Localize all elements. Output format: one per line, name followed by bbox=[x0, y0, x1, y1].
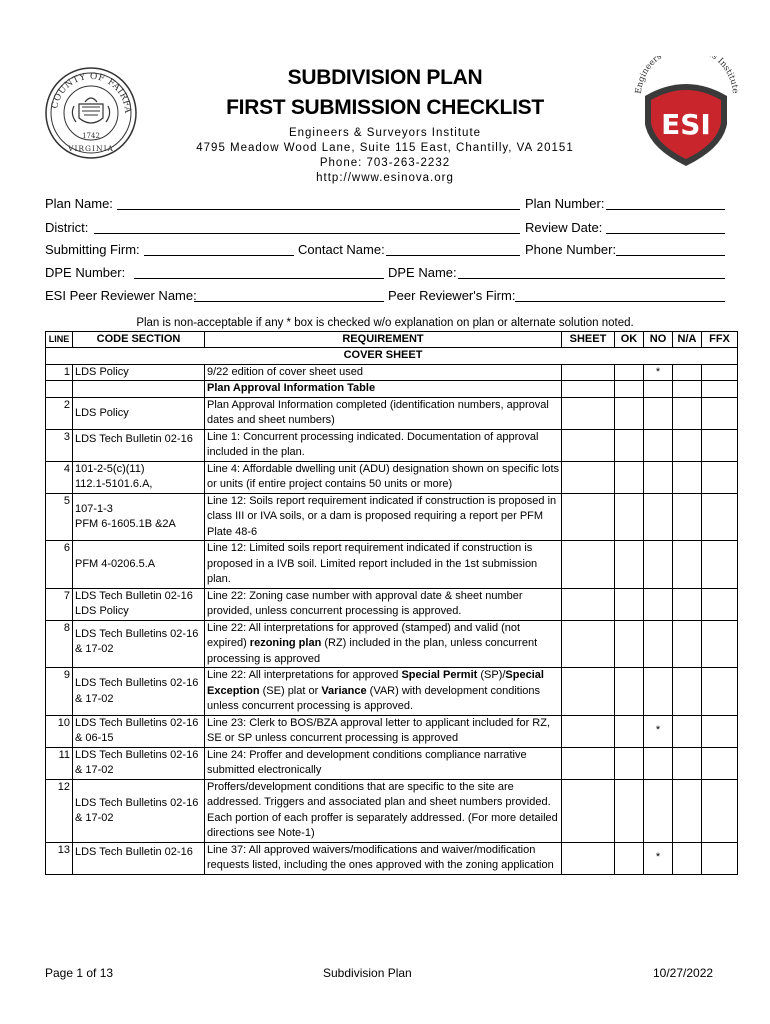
col-ffx: FFX bbox=[702, 332, 738, 348]
col-line: LINE bbox=[46, 332, 73, 348]
row-line: 13 bbox=[46, 842, 73, 874]
table-row bbox=[46, 461, 738, 493]
row-requirement-text: Line 22: Zoning case number with approval date & sheet number provided, unless concurrent processing is approved. bbox=[207, 589, 523, 617]
row-requirement-text: Line 12: Soils report requirement indicated if construction is proposed in class III or IVA soils, or a dam is proposed requiring a report per PFM Plate 48-6 bbox=[207, 494, 557, 538]
sheet-cell[interactable] bbox=[562, 842, 615, 874]
logo-letters: ESI bbox=[661, 108, 711, 141]
peer-firm-label: Peer Reviewer's Firm: bbox=[388, 288, 516, 303]
row-line: 2 bbox=[46, 397, 73, 429]
subsection-row bbox=[46, 381, 738, 398]
sheet-cell[interactable] bbox=[562, 588, 615, 620]
sheet-cell[interactable] bbox=[562, 397, 615, 429]
org-name: Engineers & Surveyors Institute bbox=[288, 127, 482, 139]
row-code-text: PFM 4-0206.5.A bbox=[75, 558, 156, 570]
na-cell[interactable] bbox=[673, 364, 702, 381]
row-requirement bbox=[205, 541, 562, 589]
row-requirement-text: Line 22: All interpretations for approved (stamped) and valid (not expired) rezoning plan (RZ) included in the plan, unless concurrent processing is approved bbox=[207, 621, 538, 665]
row-code-section bbox=[73, 668, 205, 716]
footer-doc-name: Subdivision Plan bbox=[323, 966, 412, 980]
row-requirement-text: Line 23: Clerk to BOS/BZA approval letter to applicant included for RZ, SE or SP unless concurrent processing is approved bbox=[207, 716, 551, 744]
org-url[interactable]: http://www.esinova.org bbox=[316, 172, 454, 184]
row-requirement bbox=[205, 493, 562, 541]
submitting-firm-label: Submitting Firm: bbox=[45, 242, 140, 257]
no-cell[interactable] bbox=[644, 461, 673, 493]
ok-cell[interactable] bbox=[615, 364, 644, 381]
col-no: NO bbox=[644, 332, 673, 348]
ok-cell[interactable] bbox=[615, 668, 644, 716]
sheet-cell[interactable] bbox=[562, 493, 615, 541]
col-code-section: CODE SECTION bbox=[73, 332, 205, 348]
ffx-cell[interactable] bbox=[702, 364, 738, 381]
table-row bbox=[46, 429, 738, 461]
plan-number-field[interactable] bbox=[606, 209, 725, 210]
row-code-section bbox=[73, 461, 205, 493]
seal-text-bottom: VIRGINIA bbox=[68, 144, 114, 153]
row-code-section bbox=[73, 493, 205, 541]
row-requirement bbox=[205, 668, 562, 716]
row-line: 9 bbox=[46, 668, 73, 716]
row-requirement-text: Line 12: Limited soils report requirement indicated if construction is proposed in a IVB soil. Limited report included in the 1st submission plan. bbox=[207, 542, 538, 585]
esi-peer-reviewer-label: ESI Peer Reviewer Name: bbox=[45, 288, 197, 303]
row-line: 3 bbox=[46, 429, 73, 461]
row-code-text: LDS Tech Bulletins 02-16 & 06-15 bbox=[75, 716, 199, 744]
row-code-text: LDS Policy bbox=[75, 406, 129, 419]
table-header-row bbox=[46, 332, 738, 348]
na-cell[interactable] bbox=[673, 747, 702, 779]
row-code-text: 107-1-3 PFM 6-1605.1B &2A bbox=[75, 502, 176, 530]
sheet-cell[interactable] bbox=[562, 429, 615, 461]
row-line: 5 bbox=[46, 493, 73, 541]
row-code-text: LDS Tech Bulletins 02-16 & 17-02 bbox=[75, 627, 199, 655]
row-requirement bbox=[205, 715, 562, 747]
row-code-text: LDS Tech Bulletin 02-16 bbox=[75, 845, 193, 858]
row-requirement-text: Plan Approval Information completed (identification numbers, approval dates and sheet numbers) bbox=[207, 398, 549, 426]
table-row bbox=[46, 747, 738, 779]
ffx-cell[interactable] bbox=[702, 668, 738, 716]
col-sheet: SHEET bbox=[562, 332, 615, 348]
row-line: 7 bbox=[46, 588, 73, 620]
row-code-section bbox=[73, 364, 205, 381]
sheet-cell[interactable] bbox=[562, 668, 615, 716]
no-cell[interactable] bbox=[644, 779, 673, 842]
row-requirement bbox=[205, 779, 562, 842]
row-line: 6 bbox=[46, 541, 73, 589]
plan-number-label: Plan Number: bbox=[525, 196, 605, 211]
table-row bbox=[46, 397, 738, 429]
no-cell[interactable] bbox=[644, 397, 673, 429]
na-cell[interactable] bbox=[673, 668, 702, 716]
logo-arc-text: Engineers s Institute bbox=[633, 56, 739, 95]
no-cell[interactable] bbox=[644, 429, 673, 461]
row-requirement-text: Line 22: All interpretations for approved Special Permit (SP)/Special Exception (SE) plat or Variance (VAR) with development conditions unless concurrent processing is approved. bbox=[207, 669, 544, 712]
na-cell[interactable] bbox=[673, 429, 702, 461]
no-cell[interactable] bbox=[644, 668, 673, 716]
row-code-section bbox=[73, 541, 205, 589]
county-seal bbox=[44, 66, 138, 160]
na-cell[interactable] bbox=[673, 779, 702, 842]
ffx-cell[interactable] bbox=[702, 429, 738, 461]
no-cell[interactable] bbox=[644, 842, 673, 874]
check-cell[interactable] bbox=[644, 381, 673, 398]
esi-logo bbox=[633, 56, 739, 168]
ok-cell[interactable] bbox=[615, 620, 644, 668]
row-code-section bbox=[73, 620, 205, 668]
dpe-name-field[interactable] bbox=[458, 278, 725, 279]
ffx-cell[interactable] bbox=[702, 747, 738, 779]
na-cell[interactable] bbox=[673, 493, 702, 541]
plan-name-field[interactable] bbox=[117, 209, 520, 210]
sheet-cell[interactable] bbox=[562, 779, 615, 842]
na-cell[interactable] bbox=[673, 842, 702, 874]
review-date-field[interactable] bbox=[606, 233, 725, 234]
submitting-firm-field[interactable] bbox=[144, 255, 294, 256]
row-code-section bbox=[73, 842, 205, 874]
checklist-table bbox=[45, 331, 738, 875]
peer-firm-field[interactable] bbox=[515, 301, 725, 302]
no-cell[interactable] bbox=[644, 747, 673, 779]
plan-name-label: Plan Name: bbox=[45, 196, 113, 211]
ok-cell[interactable] bbox=[615, 397, 644, 429]
na-cell[interactable] bbox=[673, 461, 702, 493]
check-cell[interactable] bbox=[702, 381, 738, 398]
row-requirement bbox=[205, 620, 562, 668]
na-cell[interactable] bbox=[673, 620, 702, 668]
subsection-title: Plan Approval Information Table bbox=[205, 381, 562, 398]
sheet-cell[interactable] bbox=[562, 620, 615, 668]
na-cell[interactable] bbox=[673, 541, 702, 589]
ok-cell[interactable] bbox=[615, 779, 644, 842]
row-code-text: LDS Tech Bulletins 02-16 & 17-02 bbox=[75, 677, 199, 705]
ok-cell[interactable] bbox=[615, 493, 644, 541]
row-line: 11 bbox=[46, 747, 73, 779]
ok-cell[interactable] bbox=[615, 842, 644, 874]
footer-page: Page 1 of 13 bbox=[45, 966, 114, 980]
row-requirement-text: 9/22 edition of cover sheet used bbox=[207, 365, 363, 378]
sheet-cell[interactable] bbox=[562, 461, 615, 493]
ffx-cell[interactable] bbox=[702, 842, 738, 874]
phone-number-label: Phone Number: bbox=[525, 242, 617, 257]
table-row bbox=[46, 668, 738, 716]
esi-peer-reviewer-field[interactable] bbox=[194, 301, 384, 302]
table-row bbox=[46, 541, 738, 589]
row-line: 1 bbox=[46, 364, 73, 381]
row-requirement-text: Line 24: Proffer and development conditions compliance narrative submitted electronically bbox=[207, 748, 527, 776]
row-requirement bbox=[205, 461, 562, 493]
ok-cell[interactable] bbox=[615, 461, 644, 493]
no-cell[interactable] bbox=[644, 620, 673, 668]
ok-cell[interactable] bbox=[615, 747, 644, 779]
ffx-cell[interactable] bbox=[702, 715, 738, 747]
na-cell[interactable] bbox=[673, 715, 702, 747]
doc-title-1: SUBDIVISION PLAN bbox=[287, 66, 483, 89]
row-requirement bbox=[205, 747, 562, 779]
contact-name-label: Contact Name: bbox=[298, 242, 385, 257]
row-code-text: LDS Tech Bulletin 02-16 bbox=[75, 432, 193, 445]
row-code-section bbox=[73, 397, 205, 429]
col-requirement: REQUIREMENT bbox=[205, 332, 562, 348]
review-date-label: Review Date: bbox=[525, 220, 603, 235]
table-row bbox=[46, 842, 738, 874]
sheet-cell[interactable] bbox=[562, 541, 615, 589]
row-requirement bbox=[205, 588, 562, 620]
table-row bbox=[46, 364, 738, 381]
org-phone: Phone: 703-263-2232 bbox=[319, 157, 451, 169]
table-row bbox=[46, 779, 738, 842]
ok-cell[interactable] bbox=[615, 715, 644, 747]
no-cell[interactable] bbox=[644, 588, 673, 620]
phone-number-field[interactable] bbox=[616, 255, 725, 256]
ok-cell[interactable] bbox=[615, 541, 644, 589]
col-na: N/A bbox=[673, 332, 702, 348]
seal-text-top: COUNTY OF FAIRFA bbox=[50, 71, 133, 115]
row-line: 4 bbox=[46, 461, 73, 493]
row-code-section bbox=[73, 429, 205, 461]
no-cell[interactable] bbox=[644, 715, 673, 747]
row-line: 12 bbox=[46, 779, 73, 842]
no-cell[interactable] bbox=[644, 493, 673, 541]
ffx-cell[interactable] bbox=[702, 461, 738, 493]
row-code-section bbox=[73, 715, 205, 747]
row-line: 10 bbox=[46, 715, 73, 747]
row-requirement bbox=[205, 397, 562, 429]
required-asterisk: * bbox=[655, 724, 661, 737]
na-cell[interactable] bbox=[673, 588, 702, 620]
footer-date: 10/27/2022 bbox=[653, 966, 714, 980]
row-code-section bbox=[73, 588, 205, 620]
district-field[interactable] bbox=[94, 233, 520, 234]
row-requirement bbox=[205, 842, 562, 874]
contact-name-field[interactable] bbox=[386, 255, 520, 256]
row-code-text: LDS Tech Bulletins 02-16 & 17-02 bbox=[75, 748, 199, 776]
dpe-number-field[interactable] bbox=[134, 278, 384, 279]
check-cell[interactable] bbox=[673, 381, 702, 398]
ok-cell[interactable] bbox=[615, 429, 644, 461]
dpe-name-label: DPE Name: bbox=[388, 265, 457, 280]
ffx-cell[interactable] bbox=[702, 779, 738, 842]
row-line: 8 bbox=[46, 620, 73, 668]
ok-cell[interactable] bbox=[615, 588, 644, 620]
required-asterisk: * bbox=[655, 851, 661, 864]
district-label: District: bbox=[45, 220, 89, 235]
doc-title-2: FIRST SUBMISSION CHECKLIST bbox=[226, 96, 544, 119]
table-row bbox=[46, 493, 738, 541]
row-code-section bbox=[73, 747, 205, 779]
section-cover-sheet: COVER SHEET bbox=[205, 348, 562, 365]
row-requirement-text: Line 1: Concurrent processing indicated. Documentation of approval included in the plan. bbox=[207, 430, 539, 458]
table-row bbox=[46, 715, 738, 747]
ffx-cell[interactable] bbox=[702, 588, 738, 620]
no-cell[interactable] bbox=[644, 364, 673, 381]
row-requirement-text: Line 37: All approved waivers/modifications and waiver/modification requests listed, including the ones approved with the zoning application bbox=[207, 843, 554, 871]
sheet-cell[interactable] bbox=[562, 364, 615, 381]
sheet-cell[interactable] bbox=[562, 747, 615, 779]
required-asterisk: * bbox=[655, 365, 661, 378]
ffx-cell[interactable] bbox=[702, 541, 738, 589]
row-code-text: LDS Tech Bulletins 02-16 & 17-02 bbox=[75, 796, 199, 824]
col-ok: OK bbox=[615, 332, 644, 348]
check-cell[interactable] bbox=[562, 381, 615, 398]
acceptance-note: Plan is non-acceptable if any * box is checked w/o explanation on plan or alternate solution noted. bbox=[136, 317, 634, 329]
row-requirement-text: Proffers/development conditions that are specific to the site are addressed. Triggers and associated plan and sheet numbers provided. Each portion of each proffer is separately addressed. (For more detailed directions see Note-1) bbox=[207, 780, 558, 839]
table-row bbox=[46, 588, 738, 620]
row-code-text: 101-2-5(c)(11) 112.1-5101.6.A, bbox=[75, 462, 153, 490]
ffx-cell[interactable] bbox=[702, 493, 738, 541]
ffx-cell[interactable] bbox=[702, 397, 738, 429]
dpe-number-label: DPE Number: bbox=[45, 265, 126, 280]
table-row bbox=[46, 620, 738, 668]
ffx-cell[interactable] bbox=[702, 620, 738, 668]
row-requirement bbox=[205, 364, 562, 381]
no-cell[interactable] bbox=[644, 541, 673, 589]
row-requirement bbox=[205, 429, 562, 461]
row-code-text: LDS Tech Bulletin 02-16 LDS Policy bbox=[75, 589, 193, 617]
sheet-cell[interactable] bbox=[562, 715, 615, 747]
check-cell[interactable] bbox=[615, 381, 644, 398]
row-code-text: LDS Policy bbox=[75, 365, 129, 378]
row-requirement-text: Line 4: Affordable dwelling unit (ADU) designation shown on specific lots or units (if entire project contains 50 units or more) bbox=[207, 462, 559, 490]
na-cell[interactable] bbox=[673, 397, 702, 429]
seal-year: 1742 bbox=[82, 132, 100, 140]
section-row bbox=[46, 348, 738, 365]
org-address: 4795 Meadow Wood Lane, Suite 115 East, Chantilly, VA 20151 bbox=[196, 142, 574, 154]
row-code-section bbox=[73, 779, 205, 842]
